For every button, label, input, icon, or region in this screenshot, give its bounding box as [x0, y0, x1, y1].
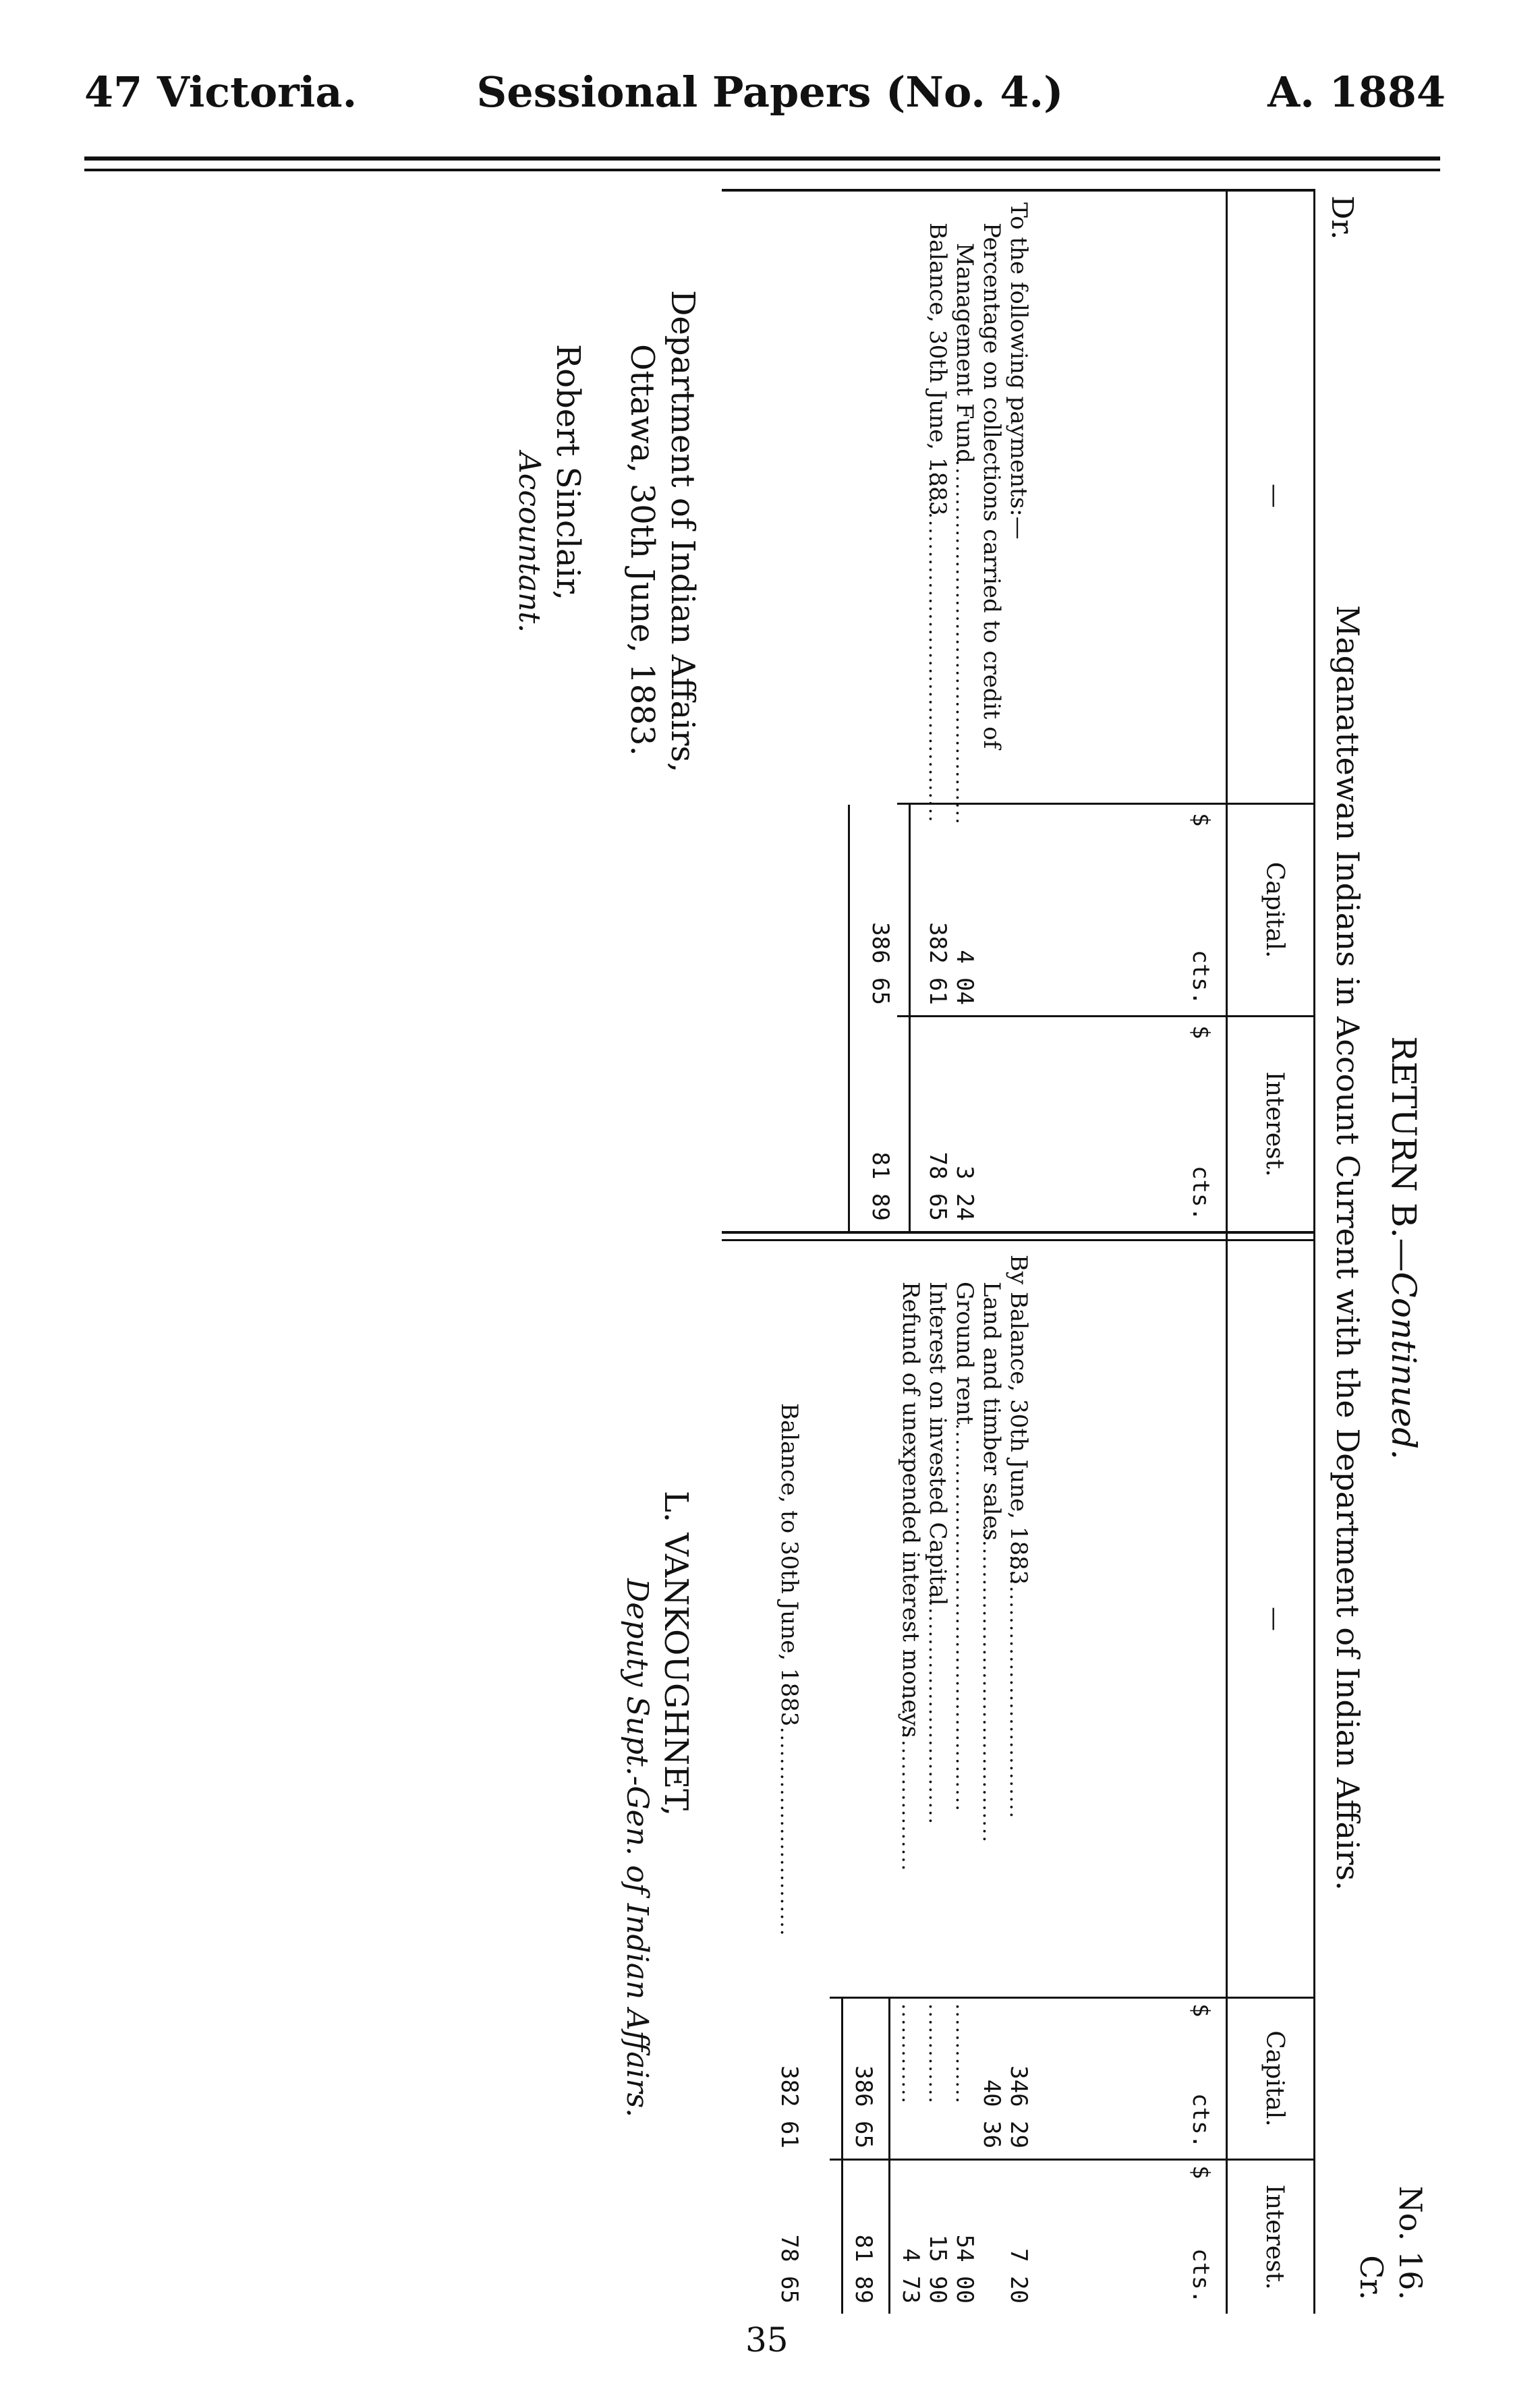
signatory-name: L. VANKOUGHNET, — [657, 1491, 695, 1817]
dr-leader-dots: ................................................ — [951, 452, 975, 826]
cr-interest-cts-unit: cts. — [1187, 2248, 1214, 2304]
dr-line-2: Percentage on collections carried to credit of — [978, 223, 1005, 749]
ledger-header-rule — [1226, 189, 1228, 2314]
dr-interest-value-2: 78 65 — [924, 1151, 951, 1221]
place-date: Ottawa, 30th June, 1883. — [623, 344, 661, 756]
dr-description-header: — — [1261, 484, 1288, 508]
cr-capital-total: 386 65 — [850, 2065, 877, 2148]
dr-capital-value-1: 4 04 — [951, 950, 978, 1005]
cr-line-2: Land and timber sales — [978, 1282, 1005, 1541]
session-label: 47 Victoria. — [84, 67, 358, 117]
cr-interest-dollar-unit: $ — [1187, 2165, 1214, 2179]
cr-capital-blank-dots: ............. — [951, 2003, 975, 2105]
return-title: RETURN B.—Continued. — [1384, 1035, 1423, 1460]
dr-interest-dollar-unit: $ — [1187, 1025, 1214, 1039]
accountant-name: Robert Sinclair, — [549, 344, 587, 600]
cr-capital-value-1: 346 29 — [1005, 2065, 1032, 2148]
cr-col-divider-1 — [830, 1997, 1315, 1999]
dr-col-divider-2 — [897, 1015, 1315, 1017]
cr-capital-value-2: 40 36 — [978, 2079, 1005, 2148]
cr-interest-value-1: 7 20 — [1005, 2248, 1032, 2304]
cr-total-rule-bottom — [841, 1999, 843, 2314]
cr-leader-dots: ....................... — [897, 1693, 921, 1873]
dr-capital-total: 386 65 — [867, 922, 894, 1005]
cr-line-1: By Balance, 30th June, 1883 — [1005, 1255, 1032, 1585]
cr-interest-value-2: 54 00 — [951, 2234, 978, 2304]
dr-total-rule-bottom — [848, 805, 850, 1231]
cr-balance-capital: 382 61 — [776, 2065, 803, 2148]
accountant-title: Accountant. — [512, 452, 546, 633]
dr-line-1: To the following payments:— — [1005, 202, 1032, 540]
ledger-top-rule — [1313, 189, 1315, 2314]
dr-interest-total: 81 89 — [867, 1151, 894, 1221]
cr-label: Cr. — [1353, 2255, 1390, 2300]
cr-col-divider-2 — [830, 2159, 1315, 2161]
cr-leader-dots: ........................... — [776, 1727, 799, 1937]
cr-line-4: Interest on invested Capital — [924, 1282, 951, 1606]
cr-balance-interest: 78 65 — [776, 2234, 803, 2304]
cr-balance-line: Balance, to 30th June, 1883 — [776, 1403, 803, 1727]
cr-interest-total: 81 89 — [850, 2234, 877, 2304]
dr-leader-dots: .............................................. — [924, 465, 948, 824]
page-header — [0, 67, 1540, 128]
dr-capital-dollar-unit: $ — [1187, 813, 1214, 827]
signatory-title: Deputy Supt.-Gen. of Indian Affairs. — [620, 1578, 654, 2118]
dr-line-3: Management Fund — [951, 243, 978, 464]
return-number: No. 16. Cr. — [1353, 2186, 1429, 2300]
cr-capital-blank-dots: ............. — [924, 2003, 948, 2105]
dr-capital-cts-unit: cts. — [1187, 950, 1214, 1005]
cr-capital-header: Capital. — [1261, 2030, 1288, 2127]
account-subtitle: Maganattewan Indians in Account Current with the Department of Indian Affairs. — [1330, 605, 1366, 1891]
dept-name: Department of Indian Affairs, — [664, 290, 702, 773]
cr-interest-value-3: 15 90 — [924, 2234, 951, 2304]
dr-total-rule — [909, 805, 911, 1231]
cr-capital-dollar-unit: $ — [1187, 2003, 1214, 2018]
year-label: A. 1884 — [1267, 67, 1446, 117]
dr-interest-cts-unit: cts. — [1187, 1166, 1214, 1221]
cr-leader-dots: .............................. — [924, 1592, 948, 1826]
cr-interest-header: Interest. — [1261, 2184, 1288, 2290]
dr-label: Dr. — [1325, 196, 1359, 240]
dr-capital-value-2: 382 61 — [924, 922, 951, 1005]
cr-leader-dots: ......................................... — [978, 1524, 1002, 1844]
dr-line-4: Balance, 30th June, 1883 — [924, 223, 951, 516]
cr-capital-cts-unit: cts. — [1187, 2093, 1214, 2148]
cr-line-5: Refund of unexpended interest moneys — [897, 1282, 924, 1738]
cr-line-3: Ground rent — [951, 1282, 978, 1425]
sessional-papers-label: Sessional Papers (No. 4.) — [476, 67, 1064, 117]
dr-interest-header: Interest. — [1261, 1071, 1288, 1177]
cr-interest-value-4: 4 73 — [897, 2248, 924, 2304]
dr-interest-value-1: 3 24 — [951, 1166, 978, 1221]
rotated-return-page — [101, 169, 1450, 2327]
cr-capital-blank-dots: ............. — [897, 2003, 921, 2105]
dr-capital-header: Capital. — [1261, 861, 1288, 959]
cr-leader-dots: .................................................. — [951, 1423, 975, 1812]
cr-total-rule — [888, 1999, 890, 2314]
cr-leader-dots: .................................. — [1005, 1555, 1029, 1820]
account-ledger — [722, 189, 1315, 2314]
page-number: 35 — [745, 2320, 789, 2360]
header-rule — [84, 156, 1440, 161]
cr-description-header: — — [1261, 1607, 1288, 1631]
